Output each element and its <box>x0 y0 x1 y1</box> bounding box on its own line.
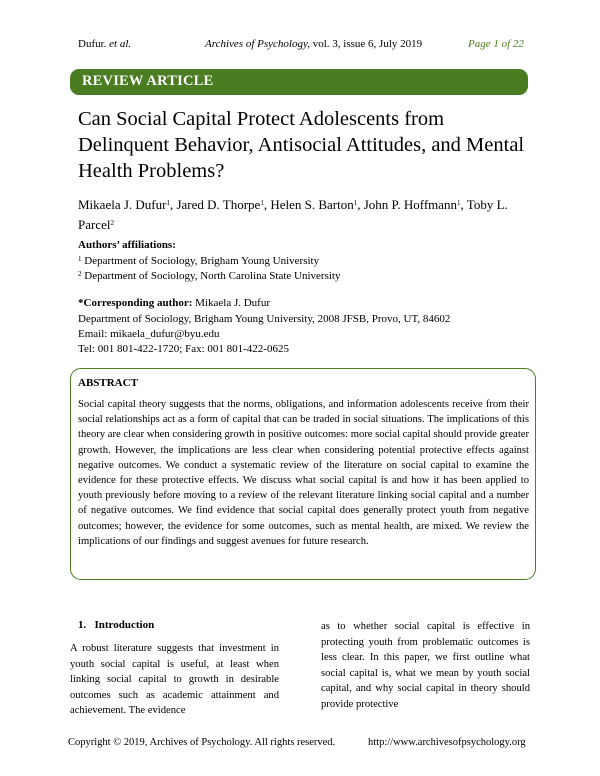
introduction-column-right: as to whether social capital is effective in protecting youth from problematic outcomes is less clear. In this paper, we first outline what social capital is, what we mean by youth social capital, and why social capital in theory should provide protective <box>321 621 530 710</box>
journal-name: Archives of Psychology, <box>205 38 310 50</box>
introduction-column-left: A robust literature suggests that investment in youth social capital is useful, at least when linking social capital to growth in desirable outcomes such as academic attainment and achievement. The evidence <box>70 643 279 717</box>
corresponding-name: Mikaela J. Dufur <box>192 297 270 309</box>
affiliation-mark: 1 <box>78 255 82 263</box>
author-affiliation-mark: 1 <box>260 199 264 207</box>
abstract-heading: ABSTRACT <box>78 377 138 389</box>
affiliation-item <box>78 270 340 282</box>
author-separator: , <box>460 197 467 212</box>
article-title: Can Social Capital Protect Adolescents from Delinquent Behavior, Antisocial Attitudes, and Mental Health Problems? <box>78 108 525 182</box>
affiliation-item <box>78 255 319 267</box>
corresponding-phone: Tel: 001 801-422-1720; Fax: 001 801-422-0625 <box>78 343 289 355</box>
affiliation-mark: 2 <box>78 270 82 278</box>
copyright-notice: Copyright © 2019, Archives of Psychology. All rights reserved. <box>68 737 336 748</box>
introduction-heading: 1. Introduction <box>78 619 155 631</box>
author-affiliation-mark: 1 <box>457 199 461 207</box>
author-name: Mikaela J. Dufur <box>78 197 167 212</box>
affiliations-heading: Authors’ affiliations: <box>78 239 176 251</box>
corresponding-email[interactable]: Email: mikaela_dufur@byu.edu <box>78 328 220 340</box>
author-list <box>78 194 538 234</box>
author-affiliation-mark: 1 <box>166 199 170 207</box>
author-etal: et al. <box>109 38 132 50</box>
author-name: Jared D. Thorpe <box>176 197 261 212</box>
journal-citation <box>205 38 422 50</box>
author-name: John P. Hoffmann <box>363 197 458 212</box>
author-name: Helen S. Barton <box>270 197 354 212</box>
author-separator: , <box>169 197 177 212</box>
abstract-text: Social capital theory suggests that the norms, obligations, and information adolescents receive from their social relationships act as a form of capital that can be traded in social situations. The implications of this theory are clear when considering growth in positive outcomes: more social capital should provide greater growth. However, the implications are less clear when considering potential protective effects against negative outcomes. We conduct a systematic review of the literature on social capital to examine the evidence for these protective effects. We discuss what social capital is and how it has been applied to youth previously before moving to a review of the relevant literature linking social capital and a number of negative outcomes. We find evidence that social capital does generally protect youth from negative outcomes; however, the evidence for some outcomes, such as mental health, are mixed. We review the implications of our findings and suggest avenues for future research. <box>78 399 529 547</box>
author-short: Dufur. <box>78 38 107 50</box>
affiliation-text: Department of Sociology, Brigham Young University <box>81 255 320 267</box>
corresponding-label: *Corresponding author: <box>78 297 193 309</box>
running-author <box>78 38 131 50</box>
journal-details: vol. 3, issue 6, July 2019 <box>312 38 423 50</box>
corresponding-address: Department of Sociology, Brigham Young University, 2008 JFSB, Provo, UT, 84602 <box>78 313 451 325</box>
article-type-label: REVIEW ARTICLE <box>82 73 214 89</box>
journal-url-link[interactable]: http://www.archivesofpsychology.org <box>368 737 526 748</box>
article-type-banner <box>70 69 528 95</box>
corresponding-author <box>78 297 270 309</box>
author-affiliation-mark: 2 <box>110 219 114 227</box>
author-separator: , <box>357 197 364 212</box>
author-separator: , <box>263 197 271 212</box>
author-name: Toby L. Parcel <box>78 197 508 232</box>
author-affiliation-mark: 1 <box>353 199 358 207</box>
affiliation-text: Department of Sociology, North Carolina State University <box>81 270 341 282</box>
page-number: Page 1 of 22 <box>468 38 524 50</box>
